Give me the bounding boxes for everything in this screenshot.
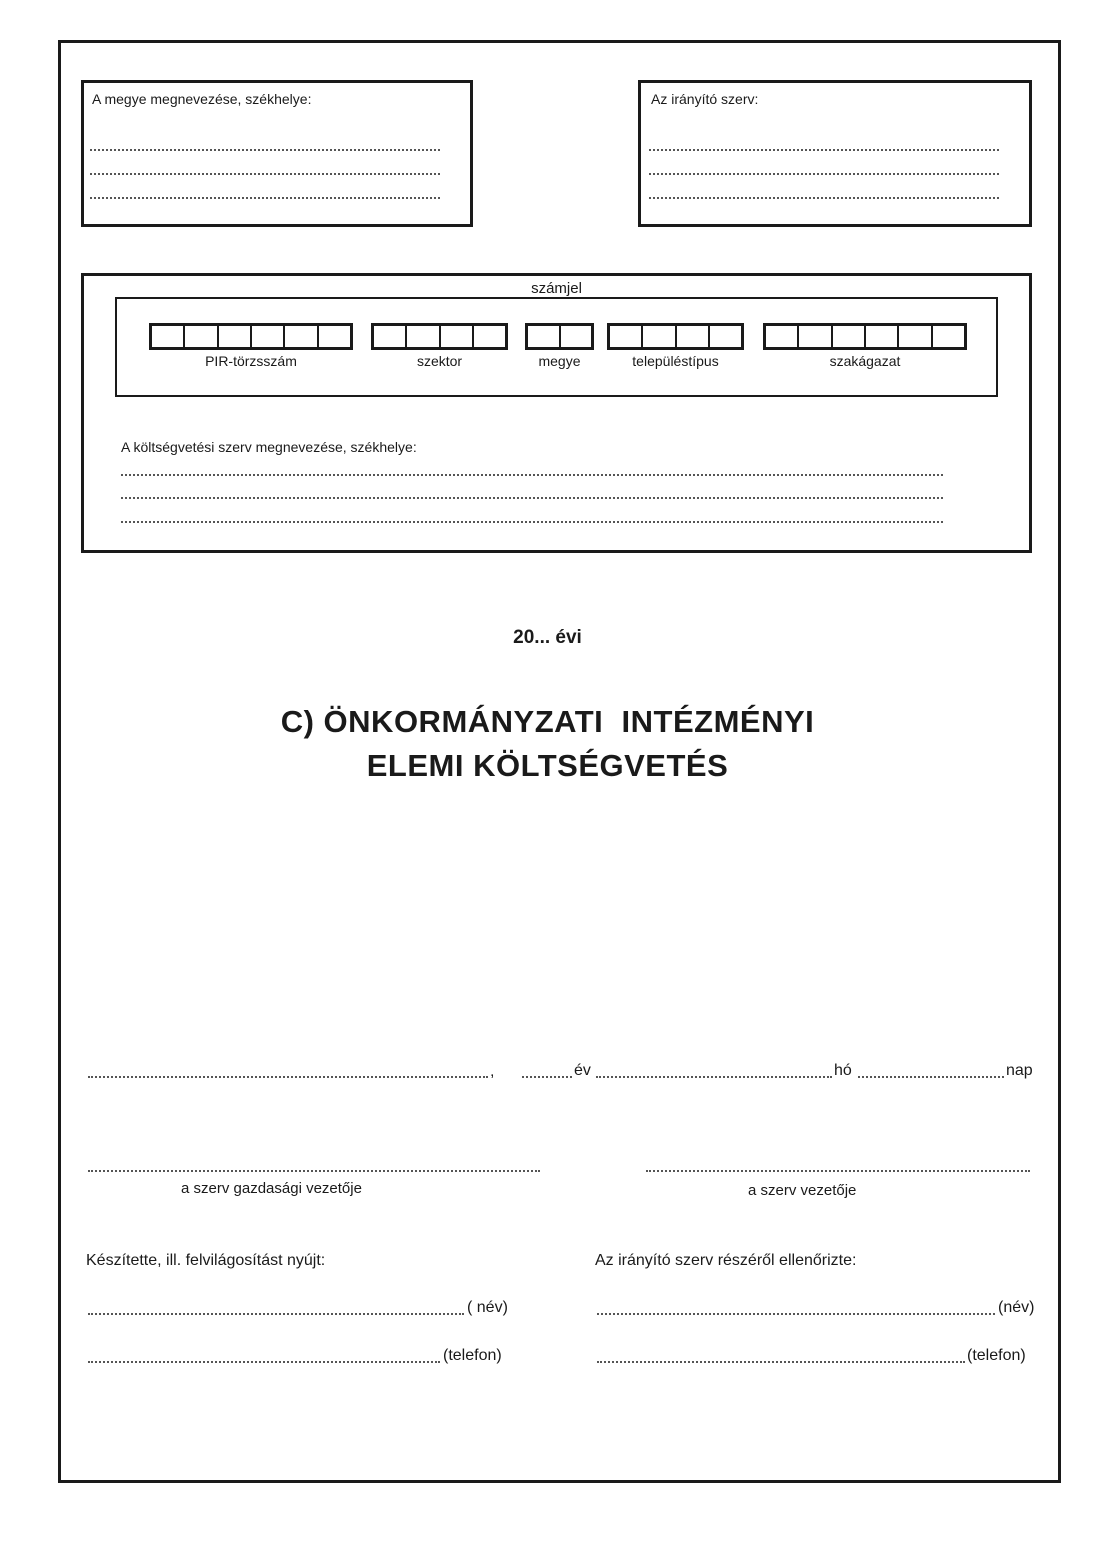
institution-line-2[interactable]: [121, 497, 943, 499]
year-field[interactable]: [522, 1076, 572, 1078]
month-field[interactable]: [596, 1076, 832, 1078]
supervisor-line-3[interactable]: [649, 197, 999, 199]
account-code-panel: [115, 297, 998, 397]
county-box: [81, 80, 473, 227]
leader-signature-line[interactable]: [646, 1170, 1030, 1172]
year-line: 20... évi: [513, 627, 582, 648]
county-line-2[interactable]: [90, 173, 440, 175]
supervisor-line-1[interactable]: [649, 149, 999, 151]
place-comma: ,: [490, 1063, 495, 1080]
institution-label: A költségvetési szerv megnevezése, székhelye:: [121, 439, 417, 455]
economic-leader-caption: a szerv gazdasági vezetője: [181, 1180, 362, 1197]
settlement-type-field[interactable]: [607, 323, 744, 350]
prepared-name-field[interactable]: [88, 1313, 464, 1315]
institution-line-1[interactable]: [121, 474, 943, 476]
checked-name-field[interactable]: [597, 1313, 995, 1315]
month-label: hó: [834, 1062, 852, 1079]
title-line-1: C) ÖNKORMÁNYZATI INTÉZMÉNYI: [280, 704, 815, 739]
industry-code-field[interactable]: [763, 323, 967, 350]
county-label: A megye megnevezése, székhelye:: [92, 91, 312, 107]
supervisor-label: Az irányító szerv:: [651, 91, 759, 107]
day-field[interactable]: [858, 1076, 1004, 1078]
economic-leader-signature-line[interactable]: [88, 1170, 540, 1172]
settlement-type-caption: településtípus: [632, 353, 719, 369]
leader-caption: a szerv vezetője: [748, 1182, 857, 1199]
pir-number-field[interactable]: [149, 323, 353, 350]
supervisor-line-2[interactable]: [649, 173, 999, 175]
year-label: év: [574, 1062, 591, 1079]
prepared-phone-field[interactable]: [88, 1361, 440, 1363]
county-code-caption: megye: [538, 353, 581, 369]
checked-phone-label: (telefon): [967, 1347, 1026, 1364]
institution-line-3[interactable]: [121, 521, 943, 523]
checked-by-label: Az irányító szerv részéről ellenőrizte:: [595, 1252, 857, 1269]
county-code-field[interactable]: [525, 323, 594, 350]
account-code-title: számjel: [531, 280, 582, 297]
sector-caption: szektor: [416, 353, 463, 369]
checked-phone-field[interactable]: [597, 1361, 965, 1363]
prepared-phone-label: (telefon): [443, 1347, 502, 1364]
supervisor-box: [638, 80, 1032, 227]
checked-name-label: (név): [998, 1299, 1035, 1316]
sector-field[interactable]: [371, 323, 508, 350]
prepared-name-label: ( név): [467, 1299, 508, 1316]
industry-code-caption: szakágazat: [829, 353, 901, 369]
county-line-1[interactable]: [90, 149, 440, 151]
place-field[interactable]: [88, 1076, 488, 1078]
pir-number-caption: PIR-törzsszám: [205, 353, 297, 369]
prepared-by-label: Készítette, ill. felvilágosítást nyújt:: [86, 1252, 326, 1269]
county-line-3[interactable]: [90, 197, 440, 199]
day-label: nap: [1006, 1062, 1033, 1079]
title-line-2: ELEMI KÖLTSÉGVETÉS: [366, 748, 729, 783]
